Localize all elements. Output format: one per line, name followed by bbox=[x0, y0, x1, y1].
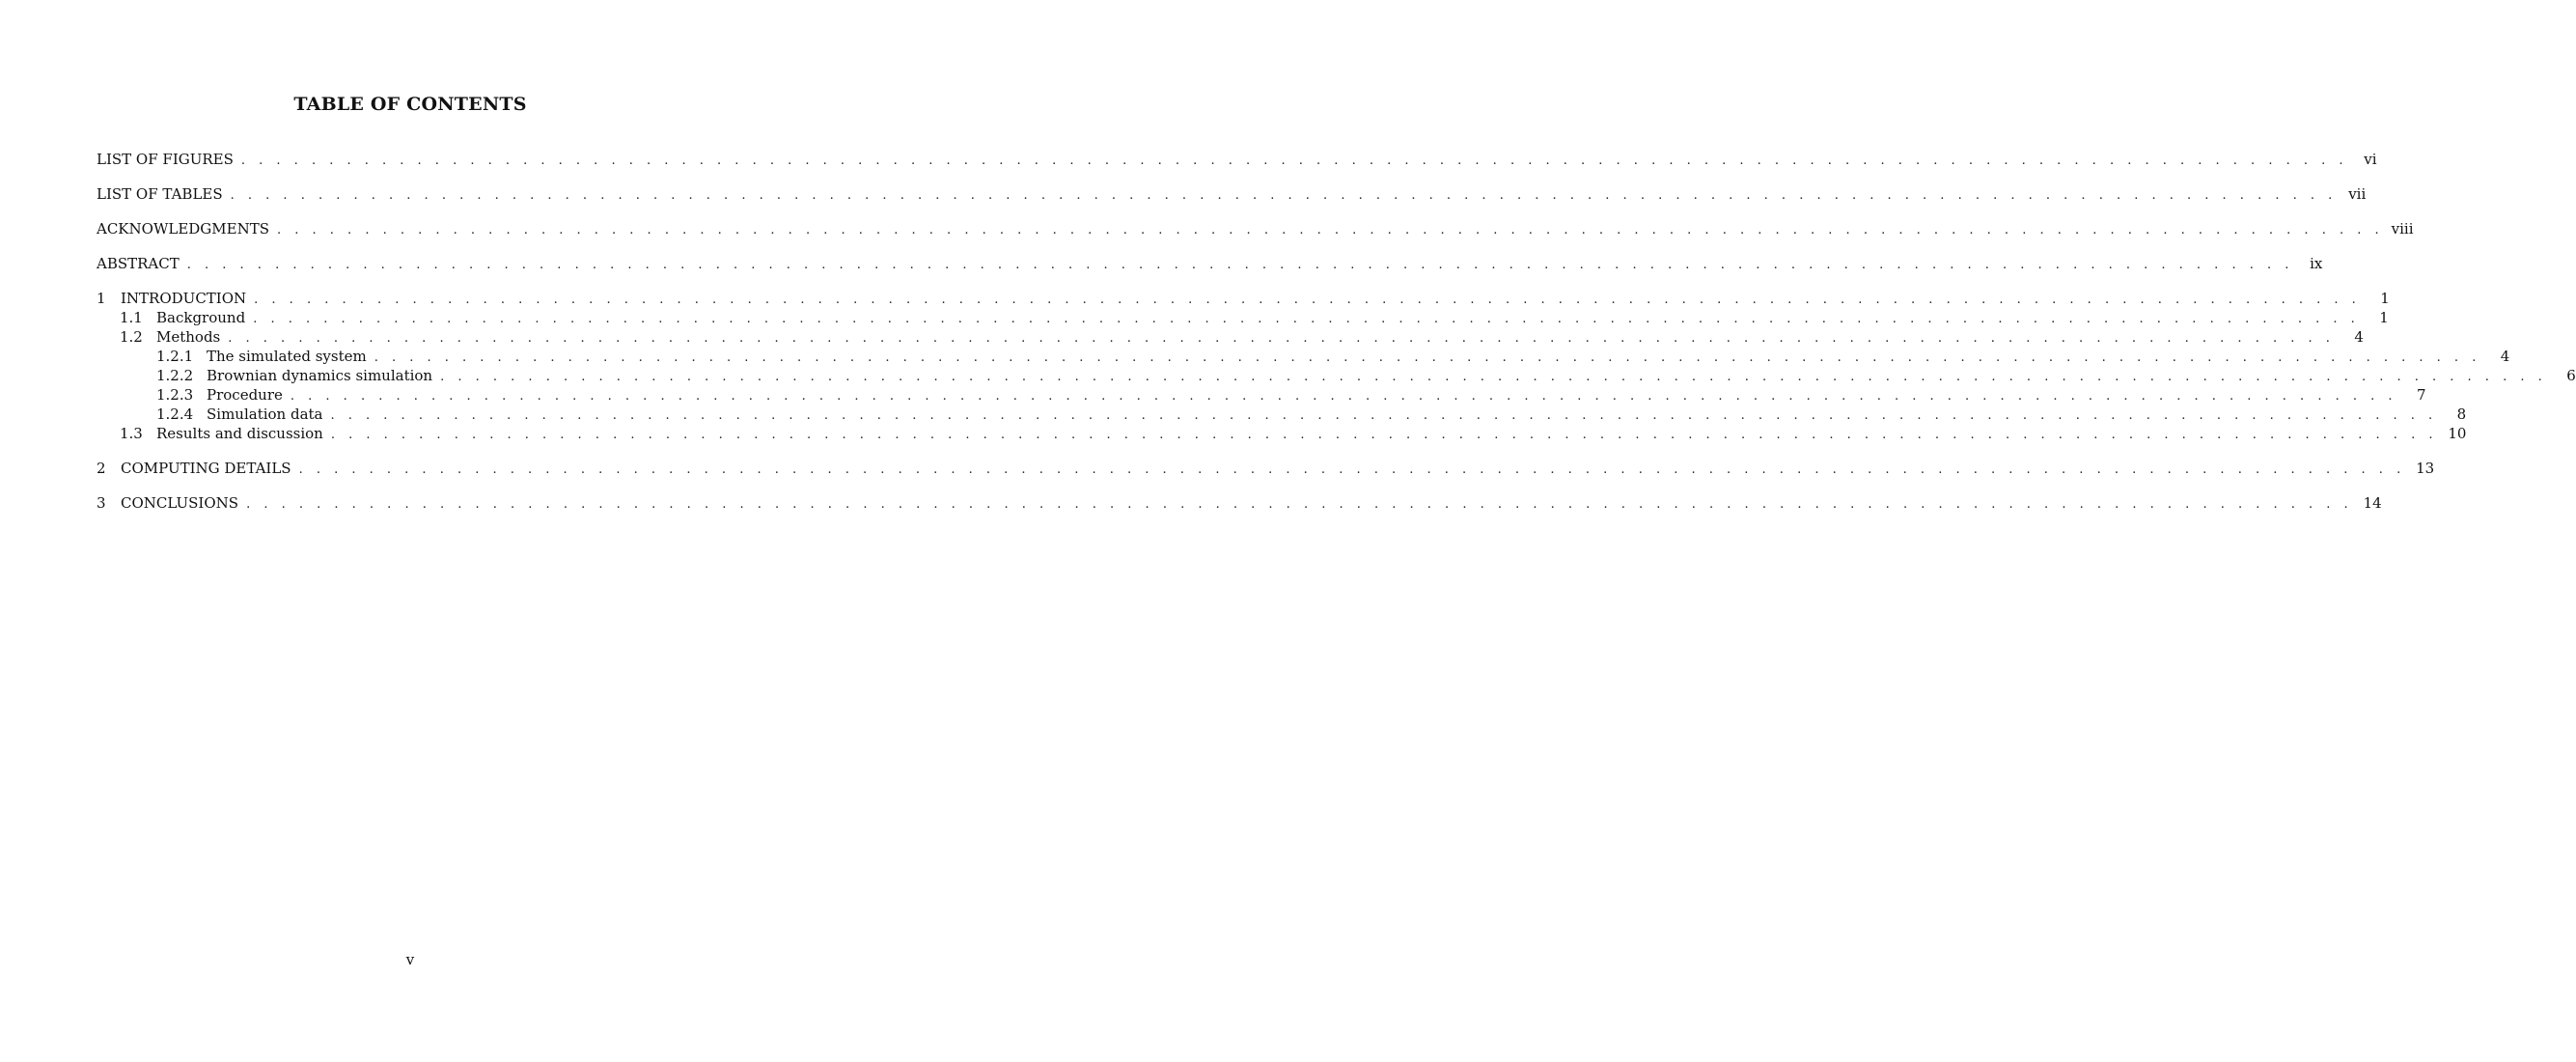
toc-entry[interactable] bbox=[97, 424, 2467, 443]
toc-entry[interactable] bbox=[97, 366, 2576, 385]
toc-entry[interactable] bbox=[97, 459, 2435, 478]
dot-leader: . . . . . . . . . . . . . . . . . . . . . . . . . . . . . . . . . . . . . . . . . . . . . . . . . . . . . . . . . . . . . . . . . . . . . . . . . . . . . . . . . . . . . . . . . . . . . . . . . . . . . . . . . . . . . . . . . . . . . . . . bbox=[253, 312, 2360, 326]
toc-entry[interactable] bbox=[97, 327, 2364, 347]
toc-entry-page: ix bbox=[2310, 255, 2323, 272]
toc-entry-page: 10 bbox=[2448, 425, 2467, 442]
toc-entry-title: Brownian dynamics simulation bbox=[207, 367, 433, 384]
toc-entry-title: COMPUTING DETAILS bbox=[121, 460, 291, 477]
toc-entry-title: Background bbox=[156, 309, 246, 326]
toc-entry-title: Procedure bbox=[207, 386, 283, 404]
toc-entry-title: Methods bbox=[156, 328, 221, 346]
dot-leader: . . . . . . . . . . . . . . . . . . . . . . . . . . . . . . . . . . . . . . . . . . . . . . . . . . . . . . . . . . . . . . . . . . . . . . . . . . . . . . . . . . . . . . . . . . . . . . . . . . . . . . . . . . . . . . . . . . . . . . . . bbox=[330, 408, 2438, 423]
toc-entry[interactable] bbox=[97, 493, 2382, 513]
toc-entry-page: vi bbox=[2364, 151, 2377, 168]
toc-entry-page: 8 bbox=[2456, 405, 2467, 423]
toc-entry[interactable] bbox=[97, 254, 2323, 273]
toc-entry-number: 1.2 bbox=[120, 328, 143, 346]
toc-entry-number: 1.2.1 bbox=[156, 348, 194, 365]
toc-entry-page: 1 bbox=[2380, 290, 2390, 307]
toc-entry[interactable] bbox=[97, 405, 2467, 424]
toc-entry-page: 7 bbox=[2416, 386, 2426, 404]
dot-leader: . . . . . . . . . . . . . . . . . . . . . . . . . . . . . . . . . . . . . . . . . . . . . . . . . . . . . . . . . . . . . . . . . . . . . . . . . . . . . . . . . . . . . . . . . . . . . . . . . . . . . . . . . . . . . . . . . . . . . . . . bbox=[228, 331, 2335, 346]
toc-entry-title: INTRODUCTION bbox=[121, 290, 247, 307]
toc-entry-title: LIST OF FIGURES bbox=[97, 151, 234, 168]
toc-entry-title: Simulation data bbox=[207, 405, 323, 423]
footer-page-number: v bbox=[405, 951, 415, 968]
toc-entry-number: 1 bbox=[97, 290, 106, 307]
toc-entry-page: 1 bbox=[2379, 309, 2389, 326]
toc-entry-page: 4 bbox=[2500, 348, 2510, 365]
toc-entry-number: 3 bbox=[97, 494, 106, 512]
toc-entry[interactable] bbox=[97, 308, 2389, 327]
table-of-contents bbox=[97, 150, 2576, 513]
dot-leader: . . . . . . . . . . . . . . . . . . . . . . . . . . . . . . . . . . . . . . . . . . . . . . . . . . . . . . . . . . . . . . . . . . . . . . . . . . . . . . . . . . . . . . . . . . . . . . . . . . . . . . . . . . . . . . . . . . . . . . . . bbox=[298, 462, 2406, 477]
toc-entry-title: The simulated system bbox=[207, 348, 367, 365]
toc-entry-page: 4 bbox=[2354, 328, 2364, 346]
toc-entry[interactable] bbox=[97, 385, 2426, 405]
toc-entry-number: 1.1 bbox=[120, 309, 143, 326]
dot-leader: . . . . . . . . . . . . . . . . . . . . . . . . . . . . . . . . . . . . . . . . . . . . . . . . . . . . . . . . . . . . . . . . . . . . . . . . . . . . . . . . . . . . . . . . . . . . . . . . . . . . . . . . . . . . . . . . . . . . . . . . bbox=[374, 350, 2481, 365]
dot-leader: . . . . . . . . . . . . . . . . . . . . . . . . . . . . . . . . . . . . . . . . . . . . . . . . . . . . . . . . . . . . . . . . . . . . . . . . . . . . . . . . . . . . . . . . . . . . . . . . . . . . . . . . . . . . . . . . . . . . . . . . bbox=[277, 223, 2384, 238]
toc-entry-title: Results and discussion bbox=[156, 425, 323, 442]
toc-entry-page: 13 bbox=[2416, 460, 2435, 477]
toc-entry-page: viii bbox=[2391, 220, 2414, 238]
dot-leader: . . . . . . . . . . . . . . . . . . . . . . . . . . . . . . . . . . . . . . . . . . . . . . . . . . . . . . . . . . . . . . . . . . . . . . . . . . . . . . . . . . . . . . . . . . . . . . . . . . . . . . . . . . . . . . . . . . . . . . . . bbox=[230, 188, 2338, 203]
page-title: TABLE OF CONTENTS bbox=[293, 94, 527, 115]
toc-entry-title: ACKNOWLEDGMENTS bbox=[97, 220, 269, 238]
dot-leader: . . . . . . . . . . . . . . . . . . . . . . . . . . . . . . . . . . . . . . . . . . . . . . . . . . . . . . . . . . . . . . . . . . . . . . . . . . . . . . . . . . . . . . . . . . . . . . . . . . . . . . . . . . . . . . . . . . . . . . . . bbox=[246, 497, 2353, 512]
toc-entry-number: 1.3 bbox=[120, 425, 143, 442]
toc-entry[interactable] bbox=[97, 347, 2510, 366]
toc-entry-title: LIST OF TABLES bbox=[97, 185, 223, 203]
toc-entry-title: ABSTRACT bbox=[97, 255, 180, 272]
toc-entry[interactable] bbox=[97, 150, 2377, 169]
dot-leader: . . . . . . . . . . . . . . . . . . . . . . . . . . . . . . . . . . . . . . . . . . . . . . . . . . . . . . . . . . . . . . . . . . . . . . . . . . . . . . . . . . . . . . . . . . . . . . . . . . . . . . . . . . . . . . . . . . . . . . . . bbox=[440, 370, 2547, 384]
dot-leader: . . . . . . . . . . . . . . . . . . . . . . . . . . . . . . . . . . . . . . . . . . . . . . . . . . . . . . . . . . . . . . . . . . . . . . . . . . . . . . . . . . . . . . . . . . . . . . . . . . . . . . . . . . . . . . . . . . . . . . . . bbox=[330, 428, 2438, 442]
toc-entry-page: vii bbox=[2348, 185, 2367, 203]
dot-leader: . . . . . . . . . . . . . . . . . . . . . . . . . . . . . . . . . . . . . . . . . . . . . . . . . . . . . . . . . . . . . . . . . . . . . . . . . . . . . . . . . . . . . . . . . . . . . . . . . . . . . . . . . . . . . . . . . . . . . . . . bbox=[290, 389, 2397, 404]
dot-leader: . . . . . . . . . . . . . . . . . . . . . . . . . . . . . . . . . . . . . . . . . . . . . . . . . . . . . . . . . . . . . . . . . . . . . . . . . . . . . . . . . . . . . . . . . . . . . . . . . . . . . . . . . . . . . . . . . . . . . . . . bbox=[240, 154, 2348, 168]
toc-entry-number: 1.2.2 bbox=[156, 367, 194, 384]
toc-entry-number: 2 bbox=[97, 460, 106, 477]
toc-entry-title: CONCLUSIONS bbox=[121, 494, 239, 512]
dot-leader: . . . . . . . . . . . . . . . . . . . . . . . . . . . . . . . . . . . . . . . . . . . . . . . . . . . . . . . . . . . . . . . . . . . . . . . . . . . . . . . . . . . . . . . . . . . . . . . . . . . . . . . . . . . . . . . . . . . . . . . . bbox=[254, 293, 2361, 307]
toc-entry-page: 6 bbox=[2566, 367, 2576, 384]
toc-entry-number: 1.2.3 bbox=[156, 386, 194, 404]
toc-entry[interactable] bbox=[97, 184, 2367, 204]
toc-entry[interactable] bbox=[97, 289, 2390, 308]
dot-leader: . . . . . . . . . . . . . . . . . . . . . . . . . . . . . . . . . . . . . . . . . . . . . . . . . . . . . . . . . . . . . . . . . . . . . . . . . . . . . . . . . . . . . . . . . . . . . . . . . . . . . . . . . . . . . . . . . . . . . . . . bbox=[186, 258, 2294, 272]
toc-entry-number: 1.2.4 bbox=[156, 405, 194, 423]
toc-entry-page: 14 bbox=[2363, 494, 2382, 512]
toc-entry[interactable] bbox=[97, 219, 2414, 238]
